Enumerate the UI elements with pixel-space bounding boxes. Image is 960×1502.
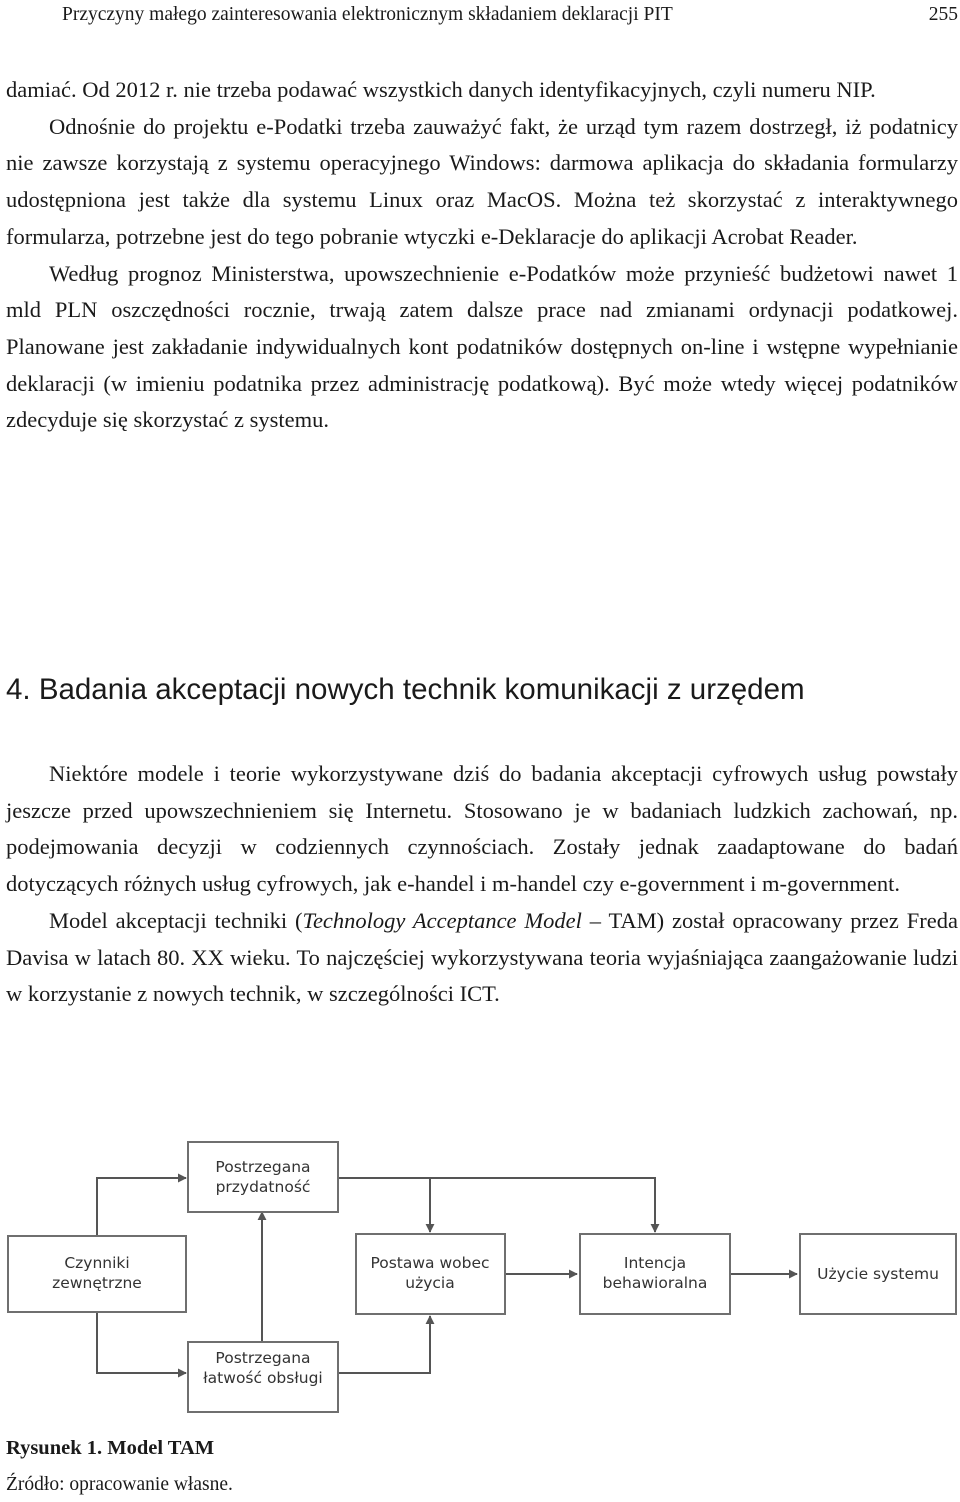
box-perceived-usefulness bbox=[188, 1142, 338, 1212]
label-intention: Intencja behawioralna bbox=[602, 1254, 708, 1292]
connector-ease-to-attitude bbox=[338, 1316, 430, 1373]
paragraph-continuation: damiać. Od 2012 r. nie trzeba podawać wszystkich danych identyfikacyjnych, czyli numeru NIP. bbox=[6, 77, 876, 102]
paragraph-acceptance-models: Niektóre modele i teorie wykorzystywane dziś do badania akceptacji cyfrowych usług powstały jeszcze przed upowszechnieniem się Internetu. Stosowano je w badaniach ludzkich zachowań, np. podejmowania decyzji w codziennych czynnościach. Zostały jednak zaadaptowane do badań dotyczących różnych usług cyfrowych, jak e-handel i m-handel czy e-government i m-government. bbox=[6, 761, 958, 897]
connector-usefulness-to-intention bbox=[430, 1178, 655, 1232]
tam-text-after: – TAM) został opracowany przez Freda Davisa w latach 80. XX wieku. To najczęściej wykorzystywana teoria wyjaśniająca zaangażowanie ludzi w korzystanie z nowych technik, w szczególności ICT. bbox=[6, 907, 958, 1007]
body-text-section bbox=[6, 756, 958, 1013]
figure-caption: Rysunek 1. Model TAM bbox=[6, 1437, 215, 1459]
diagram-nodes bbox=[8, 1142, 956, 1412]
label-usage: Użycie systemu bbox=[817, 1265, 939, 1283]
section-number: 4. bbox=[6, 673, 31, 706]
paragraph-e-podatki: Odnośnie do projektu e-Podatki trzeba zauważyć fakt, że urząd tym razem dostrzegł, iż podatnicy nie zawsze korzystają z systemu operacyjnego Windows: darmowa aplikacja do składania formularzy udostępniona jest także dla systemu Linux oraz MacOS. Można też skorzystać z interaktywnego formularza, potrzebne jest do tego pobranie wtyczki e-Deklaracje do aplikacji Acrobat Reader. bbox=[6, 113, 958, 249]
page-number: 255 bbox=[928, 4, 958, 25]
paragraph-tam bbox=[6, 903, 958, 1013]
label-external-factors: Czynniki zewnętrzne bbox=[52, 1254, 142, 1292]
figure-source: Źródło: opracowanie własne. bbox=[6, 1474, 233, 1495]
label-attitude: Postawa wobec użycia bbox=[370, 1254, 490, 1292]
connector-external-to-usefulness bbox=[97, 1178, 186, 1235]
tam-diagram bbox=[0, 1130, 960, 1430]
running-header-title: Przyczyny małego zainteresowania elektronicznym składaniem deklaracji PIT bbox=[62, 4, 673, 25]
paragraph-ministry-forecast: Według prognoz Ministerstwa, upowszechnienie e-Podatków może przynieść budżetowi nawet 1 mld PLN oszczędności rocznie, trwają zatem dalsze prace nad zmianami ordynacji podatkowej. Planowane jest zakładanie indywidualnych kont podatników dostępnych on-line i wstępne wypełnianie deklaracji (w imieniu podatnika przez administrację podatkową). Być może wtedy więcej podatników zdecyduje się skorzystać z systemu. bbox=[6, 260, 958, 433]
running-header bbox=[62, 2, 958, 28]
body-text-top bbox=[6, 72, 958, 439]
section-title: Badania akceptacji nowych technik komunikacji z urzędem bbox=[38, 673, 805, 706]
tam-text-before: Model akceptacji techniki ( bbox=[49, 907, 303, 933]
label-perceived-usefulness: Postrzegana przydatność bbox=[215, 1158, 311, 1196]
connector-external-to-ease bbox=[97, 1313, 186, 1373]
connector-usefulness-to-attitude bbox=[338, 1178, 430, 1232]
tam-english-name: Technology Acceptance Model bbox=[302, 907, 582, 933]
section-heading bbox=[6, 670, 805, 710]
label-perceived-ease: Postrzegana łatwość obsługi bbox=[203, 1349, 323, 1387]
